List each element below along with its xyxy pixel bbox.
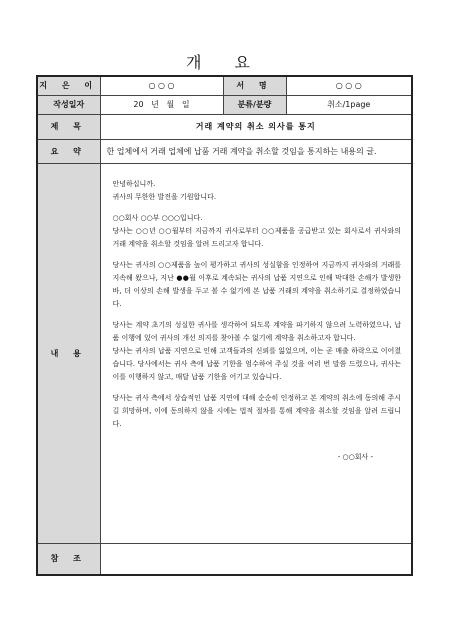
summary-label: 요 약 — [37, 139, 100, 163]
signature: - ○○회사 - — [337, 452, 373, 461]
intro-line-2: 당사는 ○○년 ○○월부터 지금까지 귀사로부터 ○○제품을 공급받고 있는 회사로서 귀사와의 거래 계약을 취소할 것임을 알려 드리고자 합니다. — [112, 226, 401, 248]
greeting-line-2: 귀사의 무한한 발전을 기원합니다. — [112, 192, 217, 201]
paragraph-3a: 당사는 계약 초기의 성실한 귀사를 생각하여 되도록 계약을 파기하지 않으려 노력하였으나, 납품 이행에 있어 귀사의 개선 의지를 찾아볼 수 없기에 계약을 취소하고자 합니다. — [112, 320, 401, 342]
subject-row — [37, 114, 412, 139]
paragraph-4: 당사는 귀사 측에서 상습적인 납품 지연에 대해 순순히 인정하고 본 계약의 취소에 동의해 주시길 희망하며, 이에 동의하지 않을 시에는 법적 절차를 통해 계약을 취소할 것임을 알려 드립니다. — [112, 393, 401, 428]
reference-label: 참 조 — [37, 543, 100, 575]
content-row — [37, 163, 412, 543]
sign-label: 서 명 — [223, 76, 286, 95]
category-value: 취소/1page — [286, 95, 412, 114]
subject-label: 제 목 — [37, 114, 100, 139]
content-label: 내 용 — [37, 163, 100, 543]
reference-value — [100, 543, 412, 575]
author-row — [37, 76, 412, 95]
author-value: ○ ○ ○ — [100, 76, 223, 95]
greeting-line-1: 안녕하십니까. — [112, 179, 156, 188]
form-table — [36, 75, 413, 576]
date-label: 작성일자 — [37, 95, 100, 114]
summary-row — [37, 139, 412, 163]
subject-value: 거래 계약의 취소 의사를 통지 — [100, 114, 412, 139]
paragraph-2: 당사는 귀사의 ○○제품을 높이 평가하고 귀사의 성실함을 인정하여 지금까지 귀사와의 거래를 지속해 왔으나, 지난 ●●월 이후로 계속되는 귀사의 납품 지연으로 인해 막대한 손해가 발생한 바, 더 이상의 손해 발생을 두고 볼 수 없기에 본 납품 거래의 계약을 취소하기로 결정하였습니다. — [112, 260, 401, 308]
content-body — [100, 163, 412, 543]
summary-value: 한 업체에서 거래 업체에 납품 거래 계약을 취소할 것임을 통지하는 내용의 글. — [100, 139, 412, 163]
paragraph-3b: 당사는 귀사의 납품 지연으로 인해 고객들과의 신뢰를 잃었으며, 이는 곧 매출 하락으로 이어졌습니다. 당사에서는 귀사 측에 납품 기한을 엄수하여 주실 것을 여러 번 말씀 드렸으나, 귀사는 이를 이행하지 않고, 매달 납품 기한을 어기고 있습니다. — [112, 346, 401, 381]
author-label: 지 은 이 — [37, 76, 100, 95]
sign-value: ○ ○ ○ — [286, 76, 412, 95]
date-row — [37, 95, 412, 114]
intro-line-1: ○○회사 ○○부 ○○○입니다. — [112, 213, 203, 222]
category-label: 분류/분량 — [223, 95, 286, 114]
reference-row — [37, 543, 412, 575]
page-title: 개 요 — [186, 53, 264, 72]
date-value: 20 년 월 일 — [100, 95, 223, 114]
